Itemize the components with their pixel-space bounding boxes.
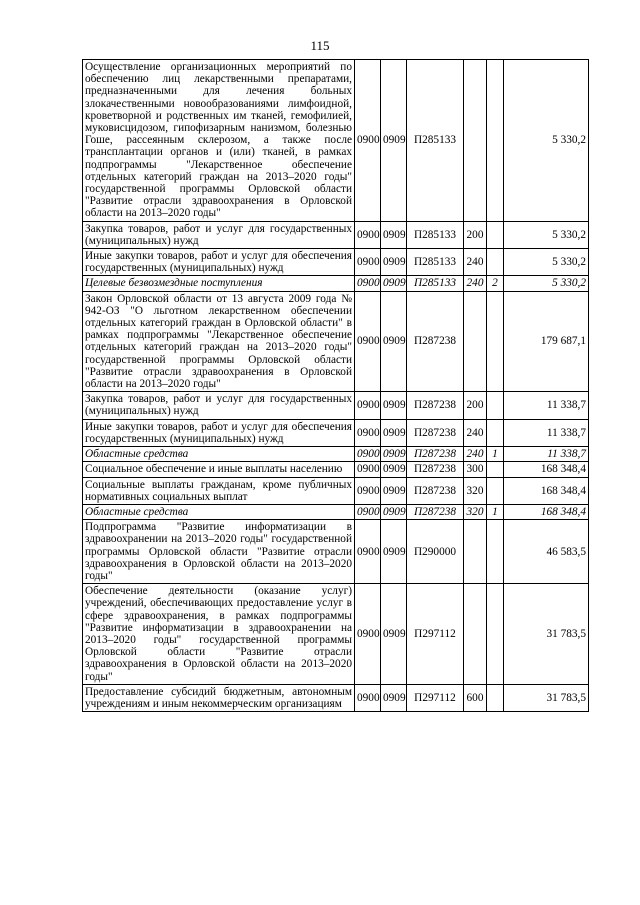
target-article-code: П287238 bbox=[407, 447, 464, 462]
table-row bbox=[83, 684, 589, 711]
target-article-code: П287238 bbox=[407, 504, 464, 519]
funding-source-code bbox=[487, 462, 504, 477]
funding-source-code bbox=[487, 249, 504, 276]
amount-value: 168 348,4 bbox=[504, 477, 589, 504]
row-description: Предоставление субсидий бюджетным, автономным учреждениям и иным некоммерческим организациям bbox=[83, 684, 355, 711]
amount-value: 11 338,7 bbox=[504, 447, 589, 462]
funding-source-code bbox=[487, 221, 504, 248]
row-description: Обеспечение деятельности (оказание услуг) учреждений, обеспечивающих предоставление услуг в сфере здравоохранения, в рамках подпрограммы "Развитие информатизации в здравоохранении на 2013–2020 годы" государственной программы Орловской области "Развитие отрасли здравоохранения в Орловской области на 2013–2020 годы" bbox=[83, 584, 355, 685]
row-description: Закупка товаров, работ и услуг для государственных (муниципальных) нужд bbox=[83, 392, 355, 419]
subsection-code: 0909 bbox=[381, 249, 407, 276]
target-article-code: П290000 bbox=[407, 520, 464, 584]
subsection-code: 0909 bbox=[381, 419, 407, 446]
funding-source-code bbox=[487, 584, 504, 685]
section-code: 0900 bbox=[355, 504, 381, 519]
funding-source-code bbox=[487, 477, 504, 504]
row-description: Областные средства bbox=[83, 504, 355, 519]
subsection-code: 0909 bbox=[381, 684, 407, 711]
expense-type-code bbox=[464, 291, 487, 392]
subsection-code: 0909 bbox=[381, 221, 407, 248]
table-row bbox=[83, 249, 589, 276]
funding-source-code bbox=[487, 684, 504, 711]
funding-source-code: 1 bbox=[487, 504, 504, 519]
expense-type-code: 320 bbox=[464, 504, 487, 519]
table-row bbox=[83, 447, 589, 462]
amount-value: 5 330,2 bbox=[504, 221, 589, 248]
section-code: 0900 bbox=[355, 419, 381, 446]
target-article-code: П285133 bbox=[407, 221, 464, 248]
section-code: 0900 bbox=[355, 584, 381, 685]
section-code: 0900 bbox=[355, 291, 381, 392]
funding-source-code: 2 bbox=[487, 276, 504, 291]
subsection-code: 0909 bbox=[381, 462, 407, 477]
row-description: Социальное обеспечение и иные выплаты населению bbox=[83, 462, 355, 477]
page-number: 115 bbox=[310, 38, 330, 53]
amount-value: 168 348,4 bbox=[504, 462, 589, 477]
amount-value: 11 338,7 bbox=[504, 419, 589, 446]
section-code: 0900 bbox=[355, 60, 381, 222]
target-article-code: П287238 bbox=[407, 291, 464, 392]
target-article-code: П297112 bbox=[407, 684, 464, 711]
row-description: Закон Орловской области от 13 августа 2009 года № 942-ОЗ "О льготном лекарственном обеспечении отдельных категорий граждан в Орловской области" в рамках подпрограммы "Лекарственное обеспечение отдельных категорий граждан на 2013–2020 годы" государственной программы Орловской области "Развитие отрасли здравоохранения в Орловской области на 2013–2020 годы" bbox=[83, 291, 355, 392]
expense-type-code: 200 bbox=[464, 392, 487, 419]
funding-source-code bbox=[487, 60, 504, 222]
expense-type-code: 240 bbox=[464, 447, 487, 462]
subsection-code: 0909 bbox=[381, 584, 407, 685]
section-code: 0900 bbox=[355, 392, 381, 419]
section-code: 0900 bbox=[355, 520, 381, 584]
table-row bbox=[83, 221, 589, 248]
target-article-code: П287238 bbox=[407, 419, 464, 446]
section-code: 0900 bbox=[355, 447, 381, 462]
target-article-code: П287238 bbox=[407, 477, 464, 504]
expense-type-code: 240 bbox=[464, 419, 487, 446]
target-article-code: П285133 bbox=[407, 249, 464, 276]
section-code: 0900 bbox=[355, 462, 381, 477]
table-row bbox=[83, 419, 589, 446]
funding-source-code: 1 bbox=[487, 447, 504, 462]
table-row bbox=[83, 60, 589, 222]
row-description: Осуществление организационных мероприятий по обеспечению лиц лекарственными препаратами, предназначенными для лечения больных злокачественными новообразованиями лимфоидной, кроветворной и родственных им тканей, гемофилией, муковисцидозом, гипофизарным нанизмом, болезнью Гоше, рассеянным склерозом, а также после трансплантации органов и (или) тканей, в рамках подпрограммы "Лекарственное обеспечение отдельных категорий граждан на 2013–2020 годы" государственной программы Орловской области "Развитие отрасли здравоохранения в Орловской области на 2013–2020 годы" bbox=[83, 60, 355, 222]
target-article-code: П287238 bbox=[407, 392, 464, 419]
expense-type-code: 320 bbox=[464, 477, 487, 504]
expense-type-code: 240 bbox=[464, 276, 487, 291]
row-description: Социальные выплаты гражданам, кроме публичных нормативных социальных выплат bbox=[83, 477, 355, 504]
amount-value: 31 783,5 bbox=[504, 684, 589, 711]
funding-source-code bbox=[487, 419, 504, 446]
subsection-code: 0909 bbox=[381, 276, 407, 291]
expense-type-code bbox=[464, 520, 487, 584]
subsection-code: 0909 bbox=[381, 291, 407, 392]
row-description: Целевые безвозмездные поступления bbox=[83, 276, 355, 291]
section-code: 0900 bbox=[355, 276, 381, 291]
row-description: Иные закупки товаров, работ и услуг для обеспечения государственных (муниципальных) нужд bbox=[83, 249, 355, 276]
table-row bbox=[83, 584, 589, 685]
subsection-code: 0909 bbox=[381, 60, 407, 222]
expense-type-code: 240 bbox=[464, 249, 487, 276]
subsection-code: 0909 bbox=[381, 520, 407, 584]
subsection-code: 0909 bbox=[381, 447, 407, 462]
amount-value: 31 783,5 bbox=[504, 584, 589, 685]
table-row bbox=[83, 520, 589, 584]
amount-value: 5 330,2 bbox=[504, 60, 589, 222]
section-code: 0900 bbox=[355, 249, 381, 276]
row-description: Иные закупки товаров, работ и услуг для обеспечения государственных (муниципальных) нужд bbox=[83, 419, 355, 446]
section-code: 0900 bbox=[355, 477, 381, 504]
amount-value: 179 687,1 bbox=[504, 291, 589, 392]
budget-table bbox=[82, 59, 589, 712]
amount-value: 11 338,7 bbox=[504, 392, 589, 419]
table-row bbox=[83, 276, 589, 291]
row-description: Подпрограмма "Развитие информатизации в здравоохранении на 2013–2020 годы" государственной программы Орловской области "Развитие отрасли здравоохранения в Орловской области на 2013–2020 годы" bbox=[83, 520, 355, 584]
funding-source-code bbox=[487, 392, 504, 419]
row-description: Областные средства bbox=[83, 447, 355, 462]
section-code: 0900 bbox=[355, 221, 381, 248]
table-row bbox=[83, 291, 589, 392]
amount-value: 5 330,2 bbox=[504, 276, 589, 291]
row-description: Закупка товаров, работ и услуг для государственных (муниципальных) нужд bbox=[83, 221, 355, 248]
amount-value: 5 330,2 bbox=[504, 249, 589, 276]
expense-type-code: 200 bbox=[464, 221, 487, 248]
subsection-code: 0909 bbox=[381, 477, 407, 504]
table-row bbox=[83, 477, 589, 504]
table-row bbox=[83, 504, 589, 519]
subsection-code: 0909 bbox=[381, 504, 407, 519]
amount-value: 46 583,5 bbox=[504, 520, 589, 584]
table-row bbox=[83, 462, 589, 477]
target-article-code: П287238 bbox=[407, 462, 464, 477]
target-article-code: П285133 bbox=[407, 60, 464, 222]
budget-table-body bbox=[83, 60, 589, 712]
amount-value: 168 348,4 bbox=[504, 504, 589, 519]
expense-type-code bbox=[464, 60, 487, 222]
funding-source-code bbox=[487, 291, 504, 392]
subsection-code: 0909 bbox=[381, 392, 407, 419]
table-row bbox=[83, 392, 589, 419]
section-code: 0900 bbox=[355, 684, 381, 711]
expense-type-code: 300 bbox=[464, 462, 487, 477]
expense-type-code: 600 bbox=[464, 684, 487, 711]
funding-source-code bbox=[487, 520, 504, 584]
expense-type-code bbox=[464, 584, 487, 685]
target-article-code: П285133 bbox=[407, 276, 464, 291]
target-article-code: П297112 bbox=[407, 584, 464, 685]
